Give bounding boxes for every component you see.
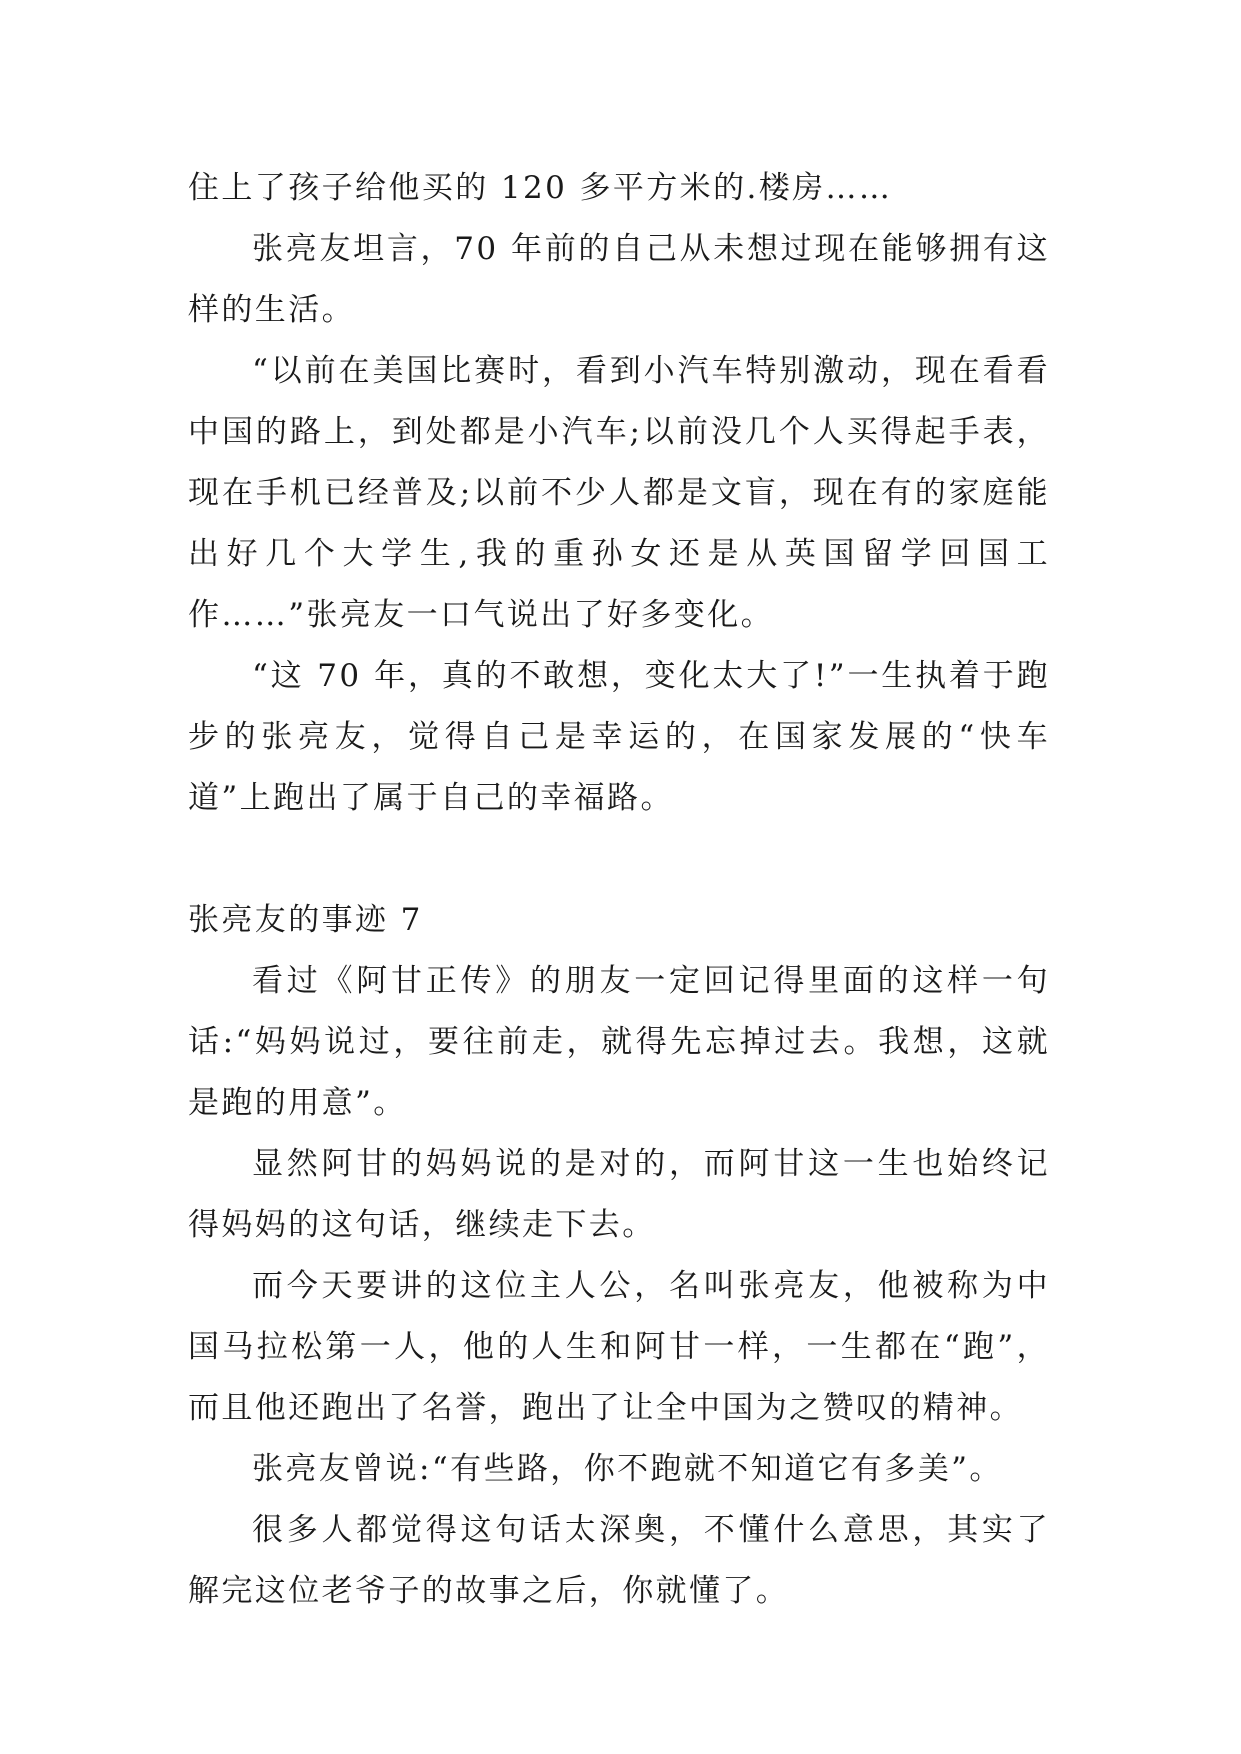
- paragraph: 很多人都觉得这句话太深奥，不懂什么意思，其实了解完这位老爷子的故事之后，你就懂了。: [188, 1512, 1050, 1609]
- section-title: 张亮友的事迹 7: [188, 902, 423, 938]
- paragraph: 张亮友曾说:“有些路，你不跑就不知道它有多美”。: [252, 1451, 1003, 1487]
- document-body: [188, 158, 1050, 1622]
- paragraph: 而今天要讲的这位主人公，名叫张亮友，他被称为中国马拉松第一人，他的人生和阿甘一样，一生都在“跑”，而且他还跑出了名誉，跑出了让全中国为之赞叹的精神。: [188, 1268, 1050, 1426]
- paragraph: 显然阿甘的妈妈说的是对的，而阿甘这一生也始终记得妈妈的这句话，继续走下去。: [188, 1146, 1050, 1243]
- paragraph: 张亮友坦言，70 年前的自己从未想过现在能够拥有这样的生活。: [188, 231, 1050, 328]
- paragraph: 看过《阿甘正传》的朋友一定回记得里面的这样一句话:“妈妈说过，要往前走，就得先忘掉过去。我想，这就是跑的用意”。: [188, 963, 1050, 1121]
- paragraph: “这 70 年，真的不敢想，变化太大了!”一生执着于跑步的张亮友，觉得自己是幸运的，在国家发展的“快车道”上跑出了属于自己的幸福路。: [188, 658, 1050, 816]
- section-spacer: [188, 829, 1050, 890]
- paragraph: 住上了孩子给他买的 120 多平方米的.楼房……: [188, 170, 893, 206]
- paragraph: “以前在美国比赛时，看到小汽车特别激动，现在看看中国的路上，到处都是小汽车;以前没几个人买得起手表，现在手机已经普及;以前不少人都是文盲，现在有的家庭能出好几个大学生,我的重孙女还是从英国留学回国工作……”张亮友一口气说出了好多变化。: [188, 353, 1050, 633]
